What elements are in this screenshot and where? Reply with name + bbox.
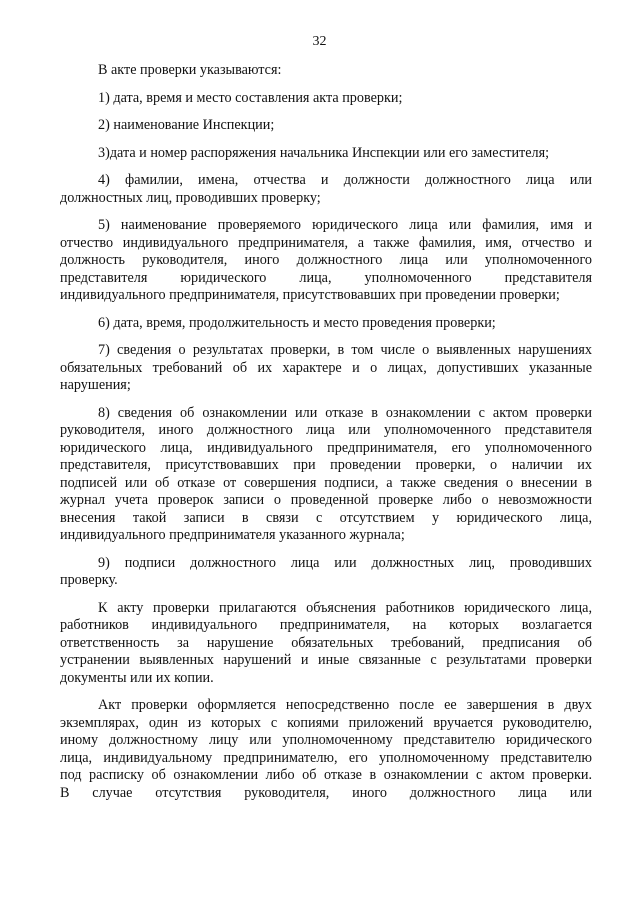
text-line: журнал учета проверок записи о проведенной проверке либо о невозможности [60, 492, 592, 508]
text-line: 8) сведения об ознакомлении или отказе в ознакомлении с актом проверки [98, 404, 592, 421]
paragraph-item-3 [60, 145, 592, 163]
text-line: ответственность за нарушение обязательных требований, предписания об [60, 634, 592, 651]
text-line: 4) фамилии, имена, отчества и должности должностного лица или [98, 172, 592, 188]
text-line: К акту проверки прилагаются объяснения работников юридического лица, [98, 599, 592, 616]
text-line: представителя, присутствовавших при проведении проверки, о наличии их [60, 457, 592, 473]
paragraph-attachments [60, 600, 592, 688]
text-line: экземплярах, один из которых с копиями приложений вручается руководителю, [60, 714, 592, 731]
text-line: нарушения; [60, 377, 131, 393]
text-line: работников индивидуального предпринимателя, на которых возлагается [60, 617, 592, 633]
text-line: 7) сведения о результатах проверки, в том числе о выявленных нарушениях [98, 342, 592, 358]
text-line: 5) наименование проверяемого юридического лица или фамилия, имя и [98, 217, 592, 233]
paragraph-item-7 [60, 342, 592, 395]
text-line: В случае отсутствия руководителя, иного должностного лица или [60, 784, 592, 801]
text-line: индивидуального предпринимателя, присутствовавших при проведении проверки; [60, 287, 560, 303]
paragraph-item-4 [60, 172, 592, 207]
text-line: лица, индивидуальному предпринимателю, его уполномоченному представителю [60, 749, 592, 766]
text-line: Акт проверки оформляется непосредственно после ее завершения в двух [98, 697, 592, 713]
paragraph-item-5 [60, 217, 592, 305]
text-line: 1) дата, время и место составления акта проверки; [98, 89, 403, 106]
text-line: должность руководителя, иного должностного лица или уполномоченного [60, 252, 592, 268]
text-line: индивидуального предпринимателя указанного журнала; [60, 527, 405, 543]
page-number: 32 [312, 34, 327, 49]
paragraph-item-9 [60, 555, 592, 590]
text-line: В акте проверки указываются: [98, 62, 282, 78]
paragraph-act-execution [60, 697, 592, 802]
text-line: 9) подписи должностного лица или должностных лиц, проводивших [98, 554, 592, 571]
text-line: подписей или об отказе от совершения подписи, а также сведения о внесении в [60, 474, 592, 491]
paragraph-item-8 [60, 405, 592, 545]
text-line: отчество индивидуального предпринимателя, а также фамилия, имя, отчество и [60, 234, 592, 251]
document-body [60, 62, 592, 802]
text-line: проверку. [60, 572, 118, 588]
text-line: внесения такой записи в связи с отсутствием у юридического лица, [60, 509, 592, 526]
text-line: представителя юридического лица, уполномоченного представителя [60, 269, 592, 286]
text-line: руководителя, иного должностного лица или уполномоченного представителя [60, 422, 592, 438]
paragraph-item-1 [60, 90, 592, 108]
paragraph-item-2 [60, 117, 592, 135]
text-line: иному должностному лицу или уполномоченному представителю юридического [60, 732, 592, 748]
paragraph-intro [60, 62, 592, 80]
text-line: 2) наименование Инспекции; [98, 117, 275, 133]
text-line: должностных лиц, проводивших проверку; [60, 189, 321, 206]
text-line: обязательных требований об их характере и о лицах, допустивших указанные [60, 359, 592, 376]
text-line: юридического лица, индивидуального предпринимателя, его уполномоченного [60, 439, 592, 456]
text-line: устранении выявленных нарушений и иные связанные с результатами проверки [60, 652, 592, 668]
text-line: 6) дата, время, продолжительность и место проведения проверки; [98, 314, 496, 331]
text-line: под расписку об ознакомлении либо об отказе в ознакомлении с актом проверки. [60, 767, 592, 783]
text-line: документы или их копии. [60, 669, 214, 686]
paragraph-item-6 [60, 315, 592, 333]
text-line: 3)дата и номер распоряжения начальника Инспекции или его заместителя; [98, 144, 550, 161]
